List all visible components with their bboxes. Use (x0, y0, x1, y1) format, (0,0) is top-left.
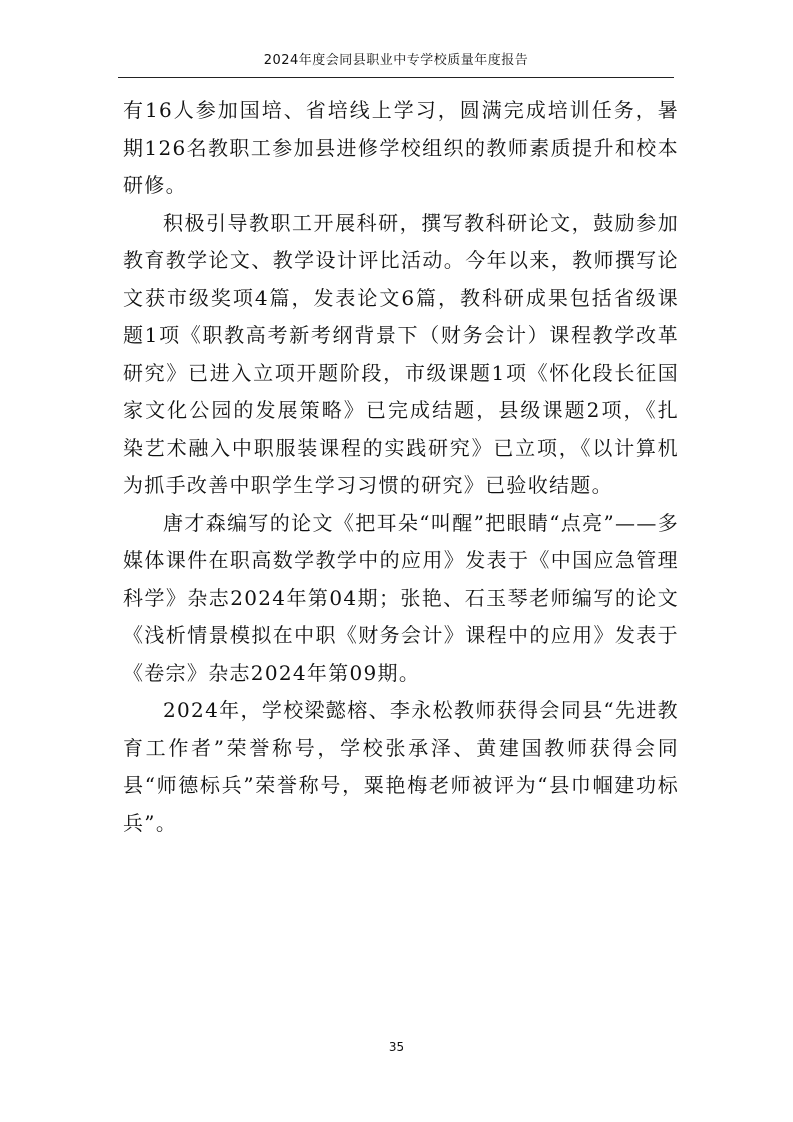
page-number (0, 1040, 793, 1054)
report-title: 2024年度会同县职业中专学校质量年度报告 (263, 53, 529, 68)
paragraph-training: 有16人参加国培、省培线上学习，圆满完成培训任务，暑期126名教职工参加县进修学校组织的教师素质提升和校本研修。 (123, 98, 679, 197)
page-number-value: 35 (388, 1040, 405, 1054)
page-header (118, 50, 674, 78)
paragraph-honors: 2024年，学校梁懿榕、李永松教师获得会同县“先进教育工作者”荣誉称号，学校张承泽、黄建国教师获得会同县“师德标兵”荣誉称号，粟艳梅老师被评为“县巾帼建功标兵”。 (123, 698, 679, 835)
paragraph-research: 积极引导教职工开展科研，撰写教科研论文，鼓励参加教育教学论文、教学设计评比活动。今年以来，教师撰写论文获市级奖项4篇，发表论文6篇，教科研成果包括省级课题1项《职教高考新考纲背景下（财务会计）课程教学改革研究》已进入立项开题阶段，市级课题1项《怀化段长征国家文化公园的发展策略》已完成结题，县级课题2项，《扎染艺术融入中职服装课程的实践研究》已立项，《以计算机为抓手改善中职学生学习习惯的研究》已验收结题。 (123, 210, 679, 497)
body-text (123, 92, 679, 842)
paragraph-publications: 唐才森编写的论文《把耳朵“叫醒”把眼睛“点亮”——多媒体课件在职高数学教学中的应用》发表于《中国应急管理科学》杂志2024年第04期；张艳、石玉琴老师编写的论文《浅析情景模拟在中职《财务会计》课程中的应用》发表于《卷宗》杂志2024年第09期。 (123, 510, 679, 685)
